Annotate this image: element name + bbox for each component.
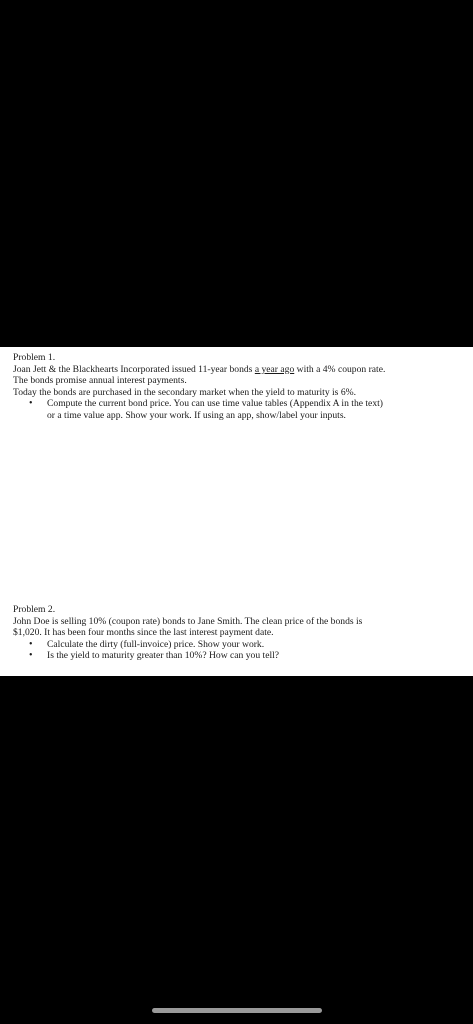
problem-1-title: Problem 1. [13, 352, 56, 363]
bullet-icon: • [29, 638, 33, 650]
problem-2 [13, 604, 463, 662]
document-image [0, 347, 473, 676]
problem-2-bullet-1: Calculate the dirty (full-invoice) price. Show your work. [47, 638, 265, 650]
problem-1-statement-text-b: with a 4% coupon rate. [294, 363, 386, 375]
problem-2-bullet-2: Is the yield to maturity greater than 10%? How can you tell? [47, 650, 280, 662]
problem-1-bullet-1-line-1: Compute the current bond price. You can use time value tables (Appendix A in the text) [47, 398, 383, 410]
problem-1-statement-line-1 [13, 364, 463, 376]
bullet-icon: • [29, 398, 33, 410]
home-indicator[interactable] [152, 1008, 322, 1013]
problem-2-statement-line-2: $1,020. It has been four months since the last interest payment date. [13, 627, 274, 639]
problem-1-underlined-phrase: a year ago [254, 363, 295, 375]
problem-2-title: Problem 2. [13, 604, 56, 615]
problem-1-bullet-list [13, 398, 463, 421]
problem-1 [13, 352, 463, 422]
list-item [13, 398, 463, 421]
problem-1-statement-text-a: Joan Jett & the Blackhearts Incorporated issued 11-year bonds [13, 363, 255, 375]
bullet-icon: • [29, 650, 33, 662]
problem-2-bullet-list [13, 639, 463, 662]
list-item [13, 650, 463, 662]
problem-1-statement-line-2: The bonds promise annual interest payments. [13, 375, 187, 387]
problem-1-statement-line-3: Today the bonds are purchased in the secondary market when the yield to maturity is 6%. [13, 386, 357, 398]
list-item [13, 639, 463, 651]
problem-2-statement-line-1: John Doe is selling 10% (coupon rate) bonds to Jane Smith. The clean price of the bonds is [13, 615, 363, 627]
problem-1-bullet-1-line-2: or a time value app. Show your work. If using an app, show/label your inputs. [47, 409, 346, 421]
